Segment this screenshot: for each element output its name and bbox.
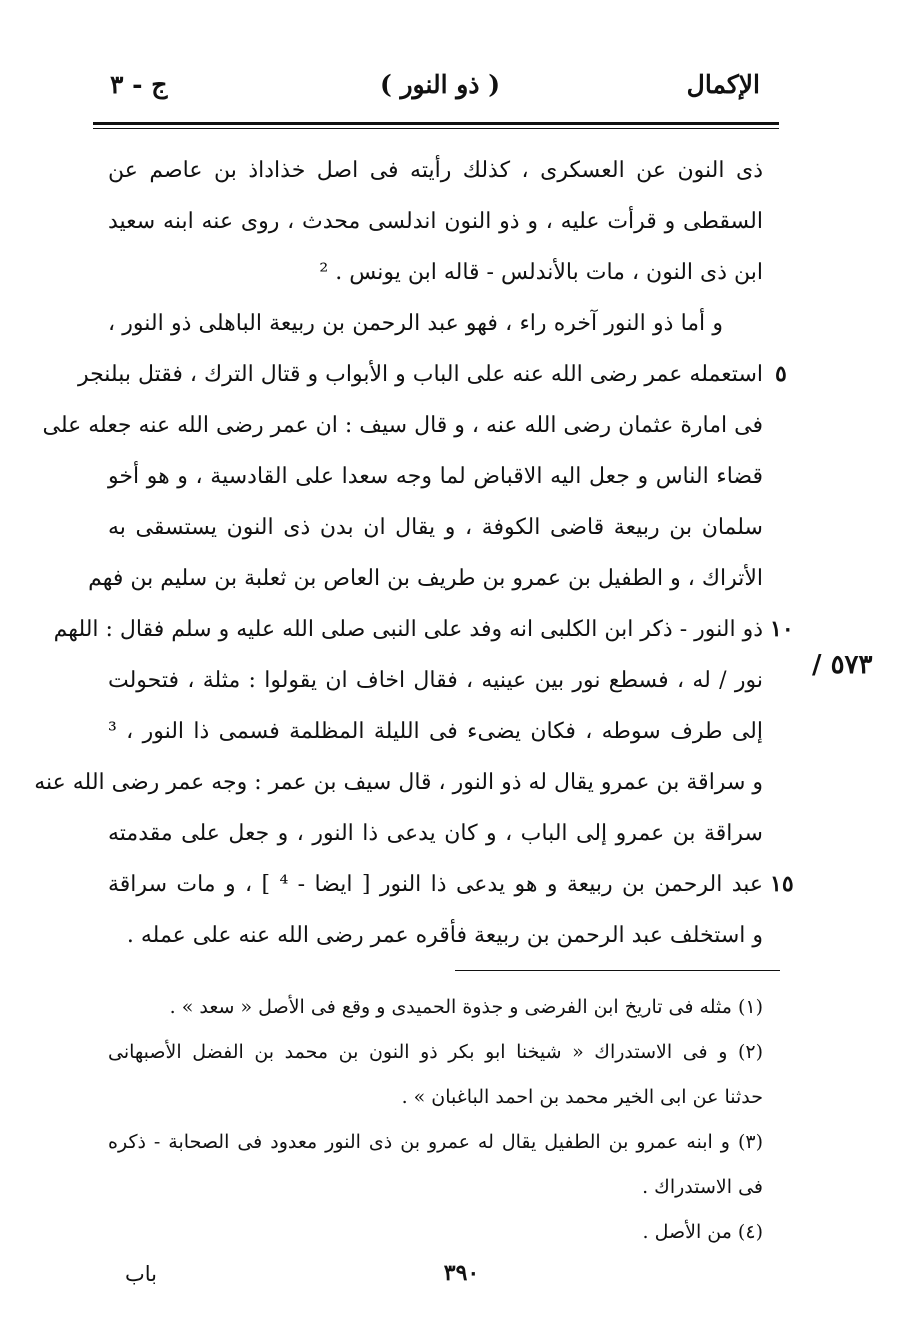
- page-number: ٣٩٠: [443, 1260, 480, 1286]
- footnote-rule: [455, 970, 780, 971]
- footnote-line: (٤) من الأصل .: [642, 1221, 763, 1243]
- margin-folio-note: / ٥٧٣: [812, 650, 873, 680]
- body-line: السقطى و قرأت عليه ، و ذو النون اندلسى محدث ، روى عنه ابنه سعيد: [108, 209, 763, 234]
- line-number-5: ٥: [775, 361, 787, 387]
- header-rule: [93, 122, 779, 125]
- footnotes: [108, 985, 763, 1255]
- body-line: فى امارة عثمان رضى الله عنه ، و قال سيف : ان عمر رضى الله عنه جعله على: [42, 413, 763, 438]
- body-line: نور / له ، فسطع نور بين عينيه ، فقال اخاف ان يقولوا : مثلة ، فتحولت: [108, 668, 763, 693]
- entry-heading: ( ذو النور ): [379, 70, 501, 99]
- line-number-10: ١٠: [770, 616, 794, 642]
- body-line: ابن ذى النون ، مات بالأندلس - قاله ابن يونس . ²: [319, 260, 763, 285]
- footnote-line: (١) مثله فى تاريخ ابن الفرضى و جذوة الحميدى و وقع فى الأصل « سعد » .: [169, 996, 763, 1018]
- body-line: قضاء الناس و جعل اليه الاقباض لما وجه سعدا على القادسية ، و هو أخو: [108, 464, 763, 489]
- body-line: ذى النون عن العسكرى ، كذلك رأيته فى اصل خذاداذ بن عاصم عن: [108, 158, 763, 183]
- footnote-line: فى الاستدراك .: [642, 1176, 763, 1198]
- body-line: إلى طرف سوطه ، فكان يضىء فى الليلة المظلمة فسمى ذا النور ، ³: [108, 719, 763, 744]
- body-line: سلمان بن ربيعة قاضى الكوفة ، و يقال ان بدن ذى النون يستسقى به: [108, 515, 763, 540]
- catchword: باب: [125, 1262, 158, 1286]
- footnote-line: (٢) و فى الاستدراك « شيخنا ابو بكر ذو النون بن محمد بن الفضل الأصبهانى: [108, 1041, 763, 1063]
- body-line: سراقة بن عمرو إلى الباب ، و كان يدعى ذا النور ، و جعل على مقدمته: [108, 821, 763, 846]
- body-line: عبد الرحمن بن ربيعة و هو يدعى ذا النور [ ايضا - ⁴ ] ، و مات سراقة: [108, 872, 764, 897]
- footnote-line: (٣) و ابنه عمرو بن الطفيل يقال له عمرو بن ذى النور معدود فى الصحابة - ذكره: [108, 1131, 763, 1153]
- header-rule-thin: [93, 128, 779, 129]
- body-line: و أما ذو النور آخره راء ، فهو عبد الرحمن بن ربيعة الباهلى ذو النور ،: [108, 311, 723, 336]
- body-line: الأتراك ، و الطفيل بن عمرو بن طريف بن العاص بن ثعلبة بن سليم بن فهم: [88, 566, 763, 591]
- book-title: الإكمال: [686, 70, 760, 99]
- body-line: و سراقة بن عمرو يقال له ذو النور ، قال سيف بن عمر : وجه عمر رضى الله عنه: [34, 770, 763, 795]
- body-line: ذو النور - ذكر ابن الكلبى انه وفد على النبى صلى الله عليه و سلم فقال : اللهم: [53, 617, 763, 642]
- footnote-line: حدثنا عن ابى الخير محمد بن احمد الباغبان » .: [401, 1086, 763, 1108]
- body-line: استعمله عمر رضى الله عنه على الباب و الأبواب و قتال الترك ، فقتل ببلنجر: [77, 362, 763, 387]
- line-number-15: ١٥: [770, 871, 794, 897]
- body-text: [34, 145, 764, 961]
- body-line: و استخلف عبد الرحمن بن ربيعة فأقره عمر رضى الله عنه على عمله .: [126, 923, 763, 948]
- volume-number: ج - ٣: [110, 70, 168, 99]
